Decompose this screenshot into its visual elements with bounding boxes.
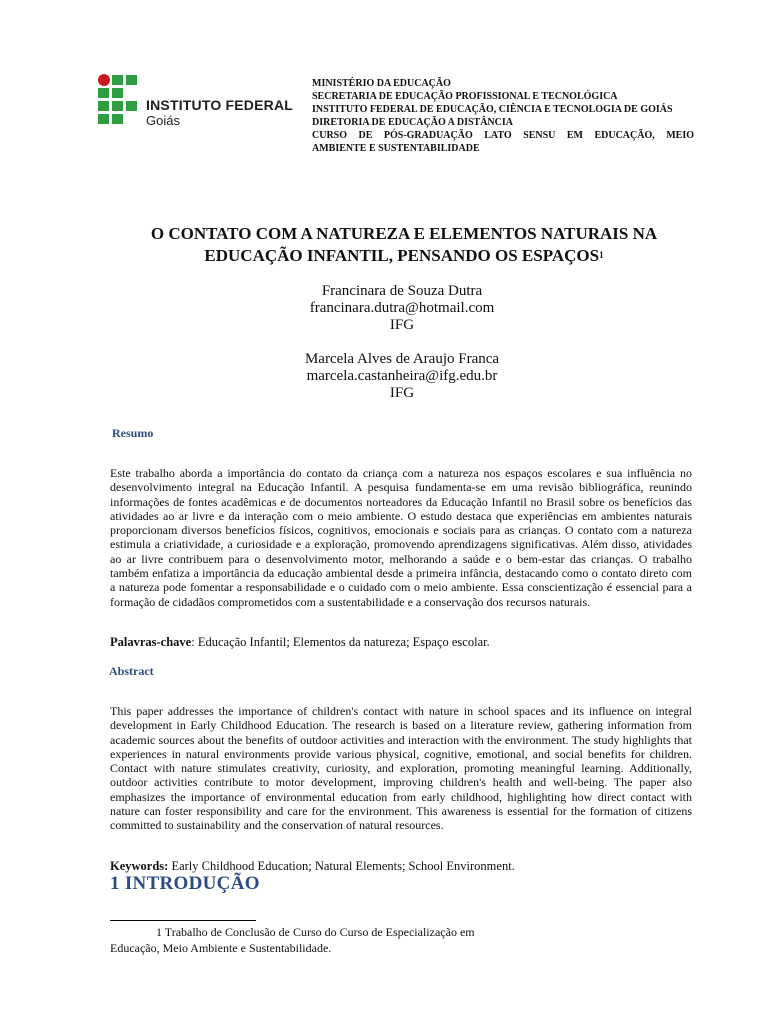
author-affiliation: IFG	[389, 317, 415, 333]
author-email: francinara.dutra@hotmail.com	[309, 300, 495, 316]
title-footnote-ref: 1	[599, 250, 604, 260]
resumo-keywords	[110, 635, 490, 649]
author-name: Francinara de Souza Dutra	[321, 283, 483, 299]
institution-header	[312, 77, 694, 155]
title-line-2: EDUCAÇÃO INFANTIL, PENSANDO OS ESPAÇOS$^1$	[204, 246, 604, 265]
abstract-text: This paper addresses the importance of children's contact with nature in school spaces and its influence on integral development in Early Childhood Education. The research is based on a literature review, gathering information from academic sources about the benefits of outdoor activities and interaction with the environment. The study highlights that experiences in natural environments provide various physical, cognitive, emotional, and social benefits for children. Contact with nature stimulates creativity, curiosity, and exploration, promoting meaningful learning. Additionally, outdoor activities contribute to motor development, improving children's health and well-being. The paper also emphasizes the importance of environmental education from early childhood, highlighting how direct contact with nature can foster responsibility and care for the environment. This awareness is essential for the formation of citizens committed to sustainability and the conservation of natural resources.	[110, 704, 692, 833]
keywords-label: Palavras-chave	[110, 635, 192, 649]
author-email: marcela.castanheira@ifg.edu.br	[306, 368, 498, 384]
footnote-line: 1 Trabalho de Conclusão de Curso do Curso de Especialização em	[156, 925, 475, 939]
abstract-keywords	[110, 859, 515, 873]
institution-line: MINISTÉRIO DA EDUCAÇÃO	[312, 78, 451, 89]
logo-wordmark	[146, 97, 293, 128]
footnote-rule	[110, 920, 256, 921]
author-name: Marcela Alves de Araujo Franca	[304, 351, 500, 367]
logo-name: INSTITUTO FEDERAL	[146, 97, 294, 113]
paper-title	[110, 223, 698, 267]
author-block	[200, 351, 604, 402]
title-line-1: O CONTATO COM A NATUREZA E ELEMENTOS NATURAIS NA	[150, 224, 658, 243]
institution-line: SECRETARIA DE EDUCAÇÃO PROFISSIONAL E TECNOLÓGICA	[312, 91, 618, 102]
institution-line: INSTITUTO FEDERAL DE EDUCAÇÃO, CIÊNCIA E TECNOLOGIA DE GOIÁS	[312, 104, 673, 115]
keywords-list: : Educação Infantil; Elementos da natureza; Espaço escolar.	[191, 635, 490, 649]
institution-logo	[98, 73, 308, 129]
author-affiliation: IFG	[389, 385, 415, 401]
author-block	[200, 283, 604, 334]
keywords-label: Keywords:	[110, 859, 169, 873]
keywords-list: Early Childhood Education; Natural Elements; School Environment.	[168, 859, 515, 873]
abstract-heading: Abstract	[109, 664, 154, 678]
section-heading: 1 INTRODUÇÃO	[110, 873, 260, 894]
logo-red-dot	[98, 74, 110, 86]
logo-mark-icon	[98, 73, 138, 125]
logo-sub: Goiás	[146, 113, 180, 128]
footnote-line: Educação, Meio Ambiente e Sustentabilidade.	[110, 941, 332, 955]
institution-line: AMBIENTE E SUSTENTABILIDADE	[312, 143, 480, 154]
institution-line: DIRETORIA DE EDUCAÇÃO A DISTÂNCIA	[312, 117, 513, 128]
resumo-heading: Resumo	[112, 426, 154, 440]
institution-line: CURSO DE PÓS-GRADUAÇÃO LATO SENSU EM EDUCAÇÃO, MEIO	[312, 130, 694, 141]
resumo-text: Este trabalho aborda a importância do contato da criança com a natureza nos espaços escolares e sua influência no desenvolvimento integral na Educação Infantil. A pesquisa fundamenta-se em uma revisão bibliográfica, reunindo informações de fontes acadêmicas e de documentos norteadores da Educação Infantil no Brasil sobre os benefícios das atividades ao ar livre e da interação com o meio ambiente. O estudo destaca que experiências em ambientes naturais proporcionam diversos benefícios físicos, cognitivos, emocionais e sociais para as crianças. O contato com a natureza estimula a criatividade, a curiosidade e a exploração, promovendo aprendizagens significativas. Além disso, atividades ao ar livre contribuem para o desenvolvimento motor, melhorando a saúde e o bem-estar das crianças. O trabalho também enfatiza a importância da educação ambiental desde a primeira infância, destacando como o contato direto com a natureza pode fomentar a responsabilidade e o cuidado com o meio ambiente. Essa conscientização é essencial para a formação de cidadãos comprometidos com a sustentabilidade e a conservação dos recursos naturais.	[110, 466, 692, 609]
footnote	[110, 924, 510, 956]
